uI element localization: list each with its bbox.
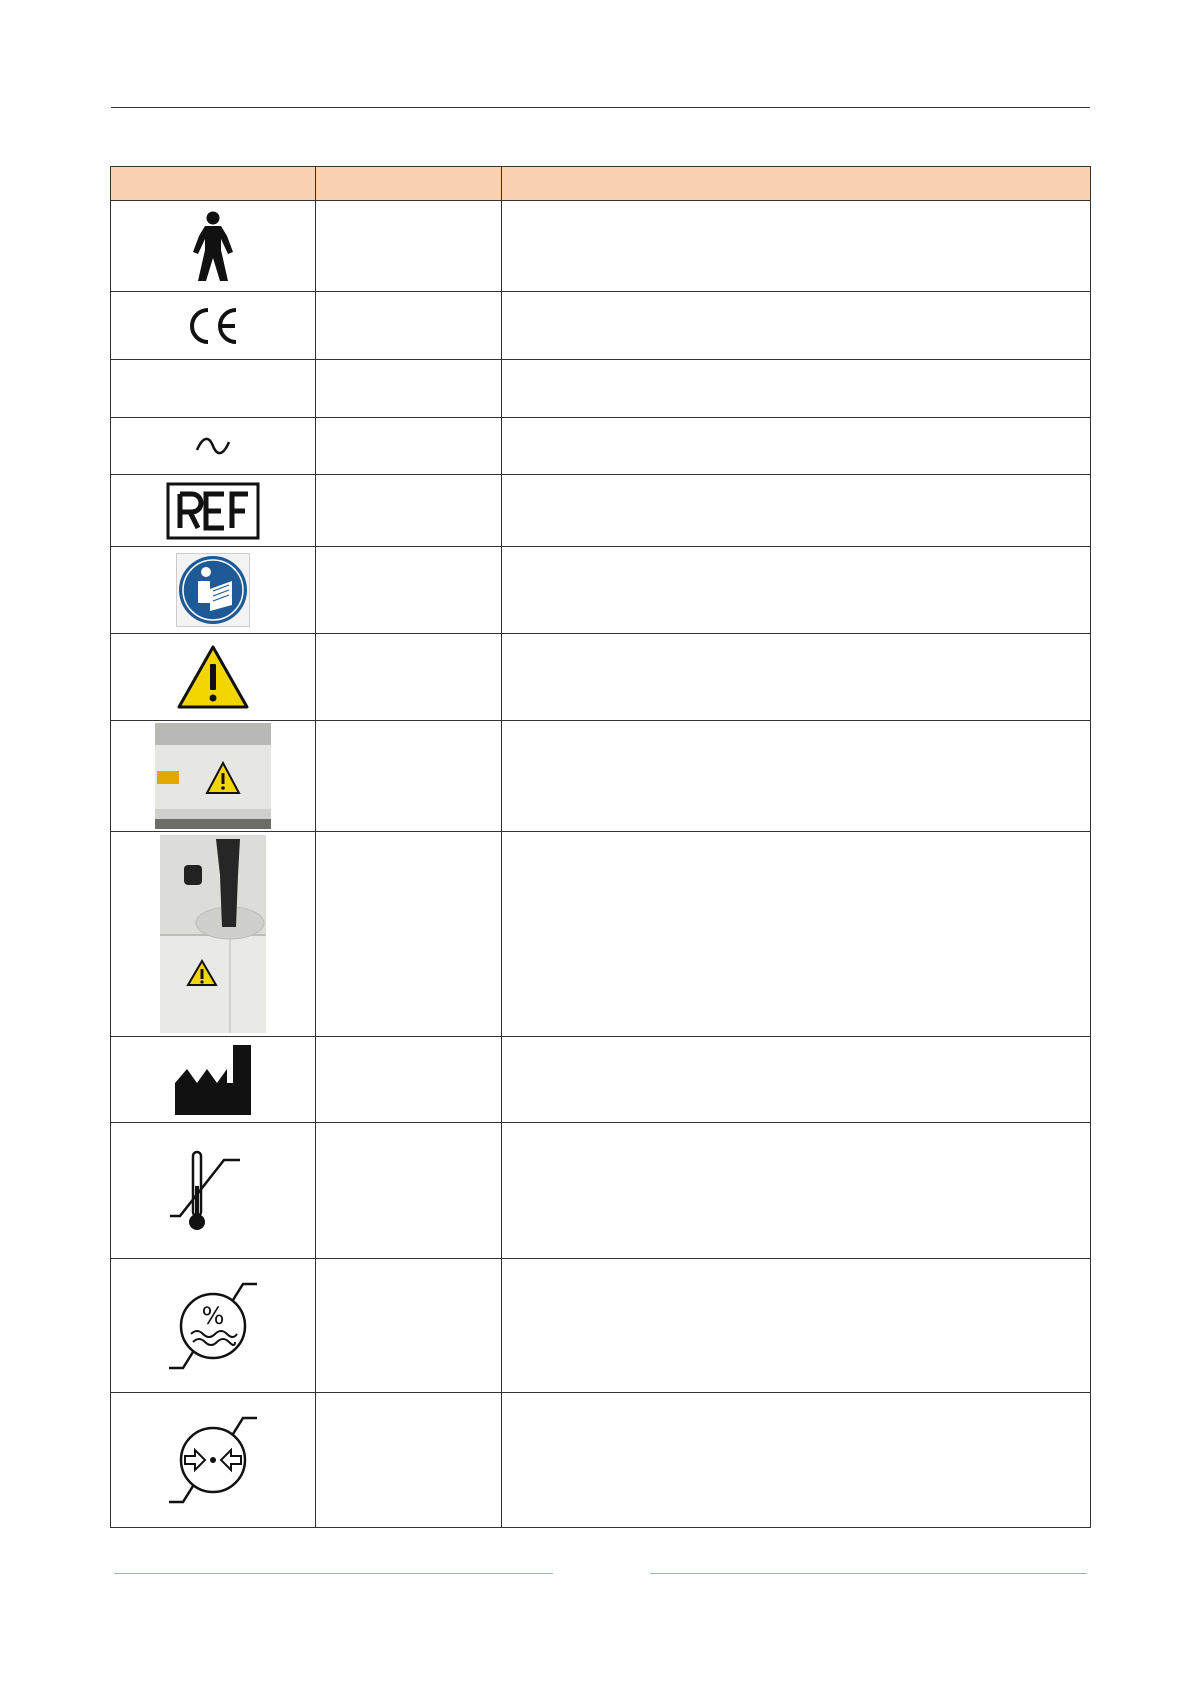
title-cell (316, 1259, 502, 1393)
ce-mark-icon (111, 306, 315, 346)
description-cell (502, 475, 1091, 547)
description-cell (502, 1037, 1091, 1123)
symbol-cell (111, 360, 316, 418)
title-cell (316, 832, 502, 1037)
footer-rule-left (114, 1573, 553, 1574)
warning-triangle-icon (111, 644, 315, 710)
title-cell (316, 1037, 502, 1123)
symbol-cell (111, 547, 316, 634)
description-cell (502, 1123, 1091, 1259)
description-cell (502, 1393, 1091, 1528)
symbol-cell (111, 1037, 316, 1123)
footer-rule-right (650, 1573, 1087, 1574)
table-row (111, 547, 1091, 634)
symbols-table (110, 166, 1091, 1528)
symbol-cell (111, 634, 316, 721)
consult-instructions-icon (111, 553, 315, 627)
table-row (111, 1037, 1091, 1123)
symbol-cell (111, 201, 316, 292)
title-cell (316, 1123, 502, 1259)
table-row (111, 475, 1091, 547)
header-rule (111, 107, 1090, 108)
humidity-limit-icon (111, 1278, 315, 1374)
title-cell (316, 475, 502, 547)
table-row (111, 634, 1091, 721)
header-symbol (111, 167, 316, 201)
symbol-cell (111, 721, 316, 832)
description-cell (502, 360, 1091, 418)
symbol-cell (111, 292, 316, 360)
description-cell (502, 721, 1091, 832)
table-row (111, 1259, 1091, 1393)
temperature-limit-icon (111, 1146, 315, 1236)
symbol-cell (111, 1259, 316, 1393)
header-title (316, 167, 502, 201)
alternating-current-icon (111, 434, 315, 458)
symbol-cell (111, 1393, 316, 1528)
title-cell (316, 721, 502, 832)
description-cell (502, 832, 1091, 1037)
ref-catalogue-number-icon (111, 482, 315, 540)
probe-warning-label-photo (111, 835, 315, 1033)
table-row (111, 832, 1091, 1037)
title-cell (316, 634, 502, 721)
symbol-cell (111, 418, 316, 475)
description-cell (502, 547, 1091, 634)
header-description (502, 167, 1091, 201)
title-cell (316, 201, 502, 292)
description-cell (502, 418, 1091, 475)
table-row (111, 292, 1091, 360)
bf-applied-part-icon (111, 210, 315, 282)
title-cell (316, 1393, 502, 1528)
description-cell (502, 1259, 1091, 1393)
title-cell (316, 360, 502, 418)
description-cell (502, 201, 1091, 292)
table-header-row (111, 167, 1091, 201)
table-row (111, 721, 1091, 832)
atmospheric-pressure-limit-icon (111, 1412, 315, 1508)
table-row (111, 1393, 1091, 1528)
table-row (111, 360, 1091, 418)
symbol-cell (111, 1123, 316, 1259)
device-warning-label-photo (111, 723, 315, 829)
table-row (111, 418, 1091, 475)
title-cell (316, 292, 502, 360)
table-row (111, 1123, 1091, 1259)
description-cell (502, 634, 1091, 721)
symbol-cell (111, 832, 316, 1037)
title-cell (316, 547, 502, 634)
title-cell (316, 418, 502, 475)
symbol-cell (111, 475, 316, 547)
table-row (111, 201, 1091, 292)
manufacturer-icon (111, 1043, 315, 1117)
description-cell (502, 292, 1091, 360)
svg-text:%: % (201, 1301, 225, 1330)
